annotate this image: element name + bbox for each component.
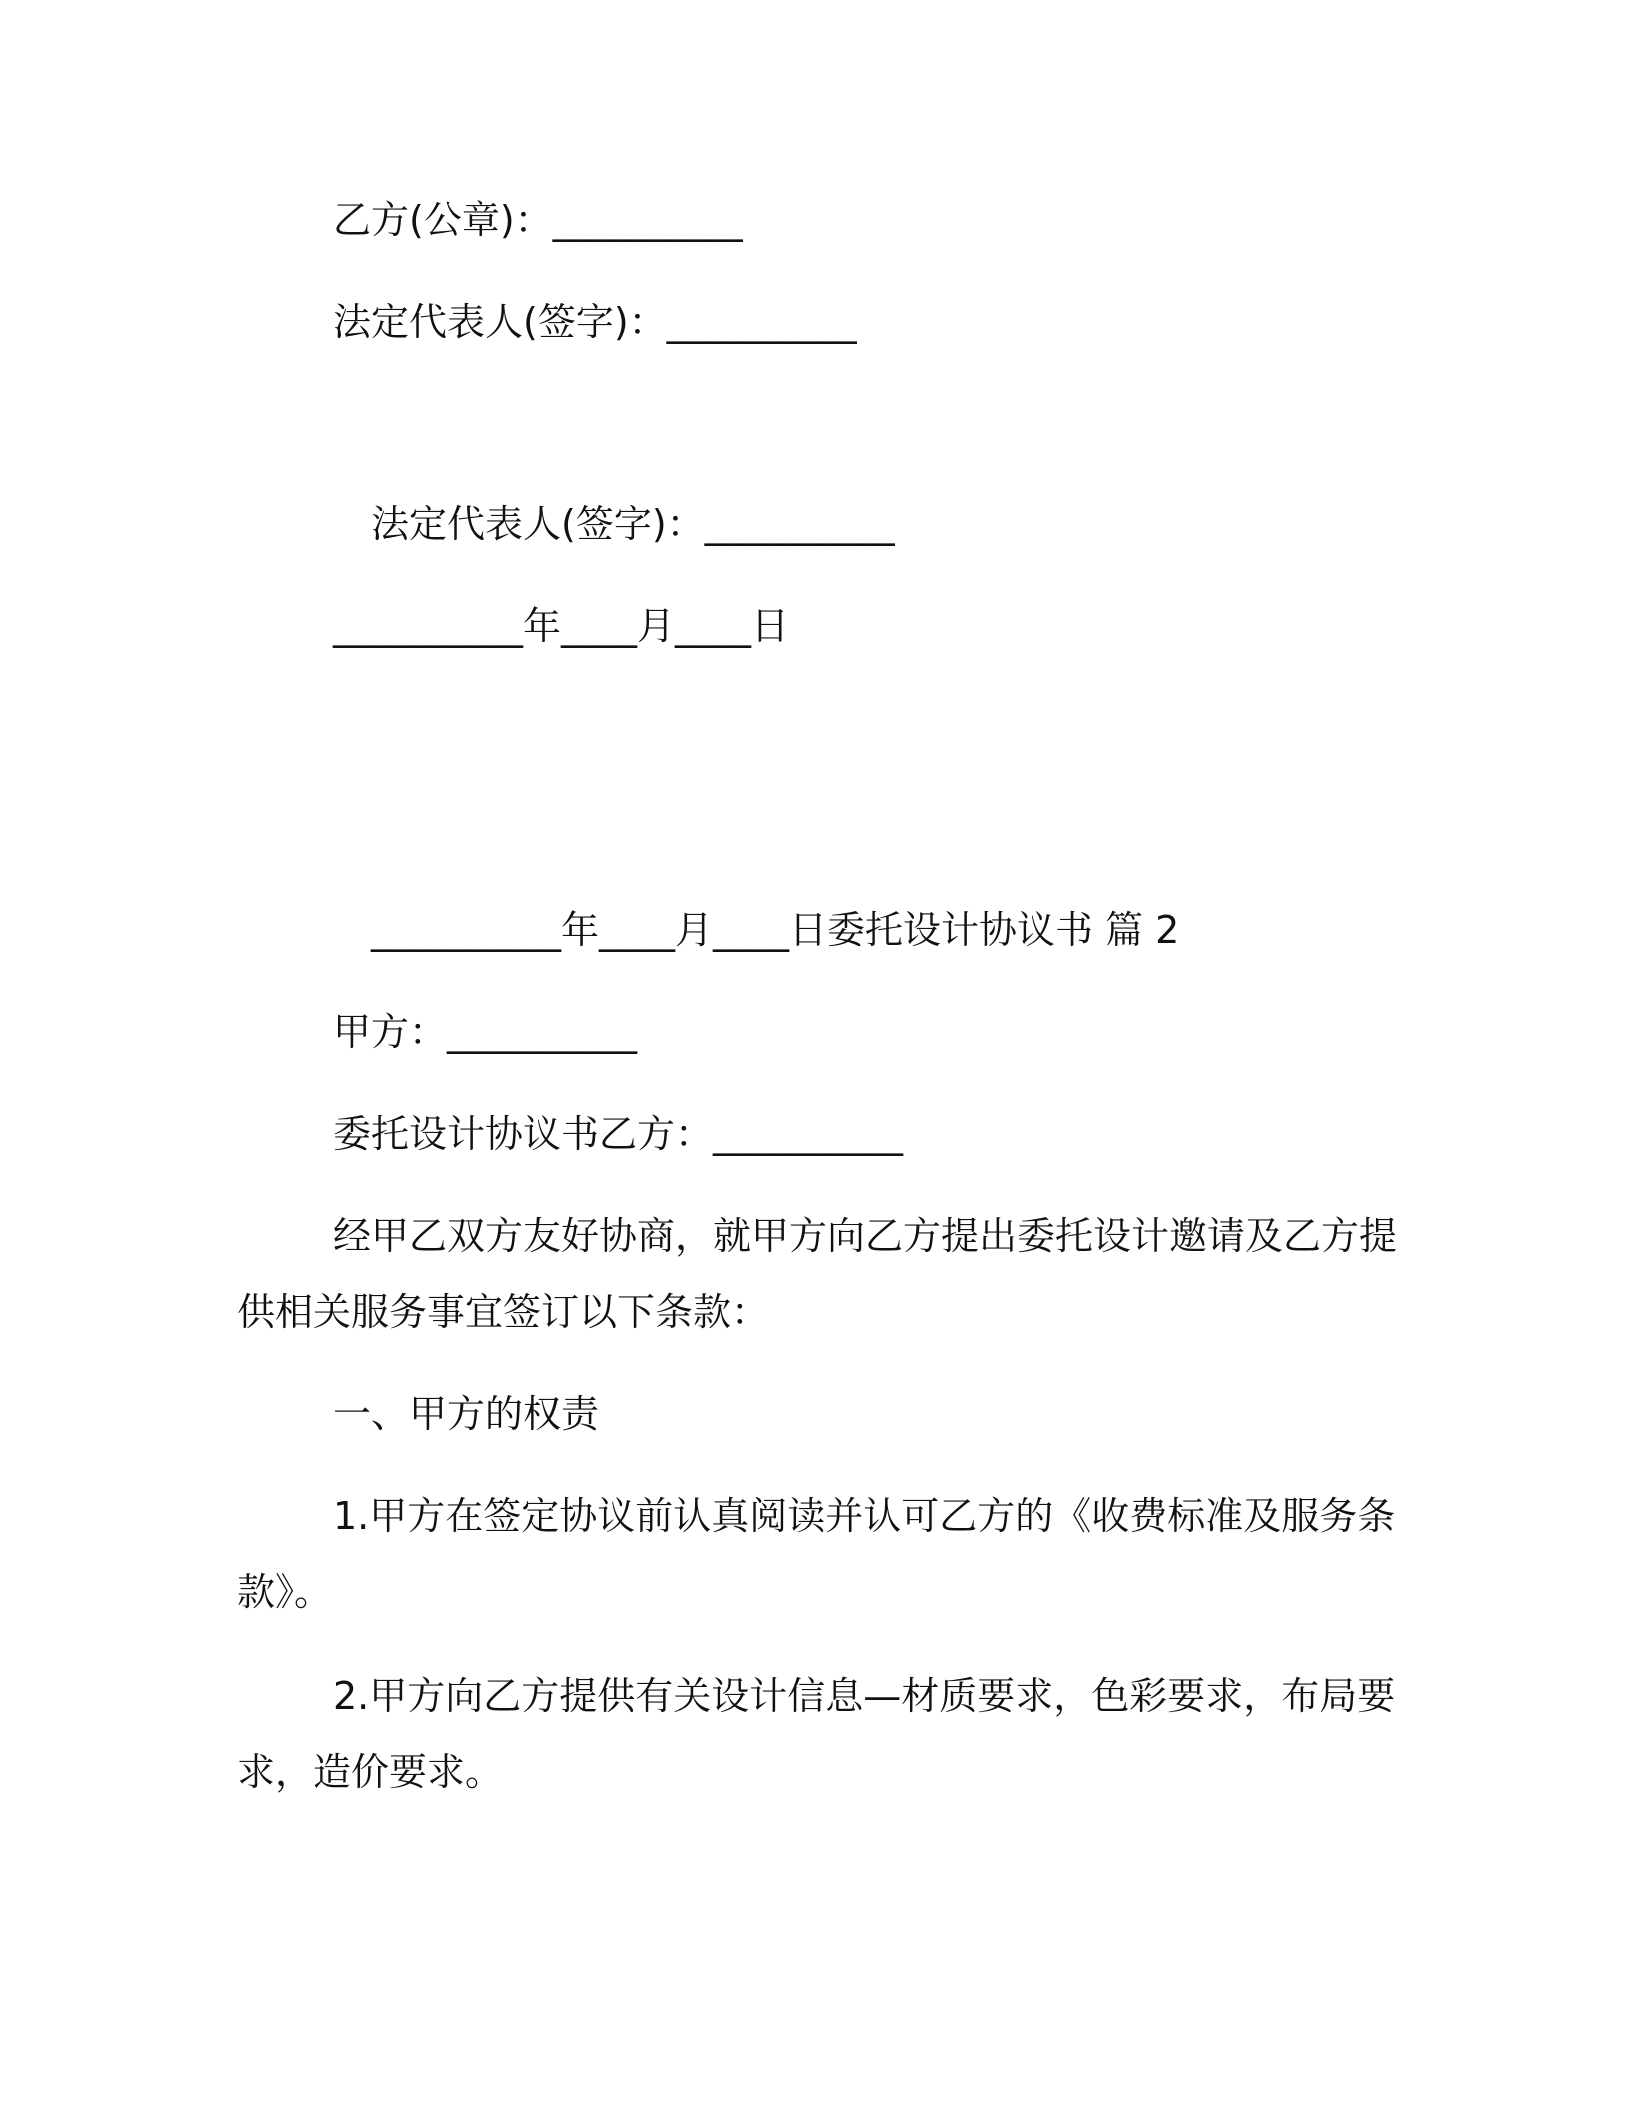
legal-rep-signature-line-2: 法定代表人(签字)：__________ <box>371 502 895 546</box>
party-b-seal-line: 乙方(公章)：__________ <box>333 198 743 242</box>
intro-paragraph-line-1: 经甲乙双方友好协商，就甲方向乙方提出委托设计邀请及乙方提 <box>333 1214 1398 1258</box>
item-1-line-1: 1.甲方在签定协议前认真阅读并认可乙方的《收费标准及服务条 <box>333 1494 1396 1538</box>
item-2-line-1: 2.甲方向乙方提供有关设计信息—材质要求，色彩要求，布局要 <box>333 1674 1396 1718</box>
item-2-line-2: 求，造价要求。 <box>237 1750 504 1794</box>
item-1-line-2: 款》。 <box>237 1570 333 1614</box>
party-b-line: 委托设计协议书乙方：__________ <box>333 1112 904 1156</box>
section-title: __________年____月____日委托设计协议书 篇 2 <box>371 908 1180 952</box>
intro-paragraph-line-2: 供相关服务事宜签订以下条款： <box>237 1290 770 1334</box>
party-a-line: 甲方：__________ <box>333 1010 638 1054</box>
date-line: __________年____月____日 <box>333 604 790 648</box>
heading-party-a-duties: 一、甲方的权责 <box>333 1392 600 1436</box>
legal-rep-signature-line-1: 法定代表人(签字)：__________ <box>333 300 857 344</box>
